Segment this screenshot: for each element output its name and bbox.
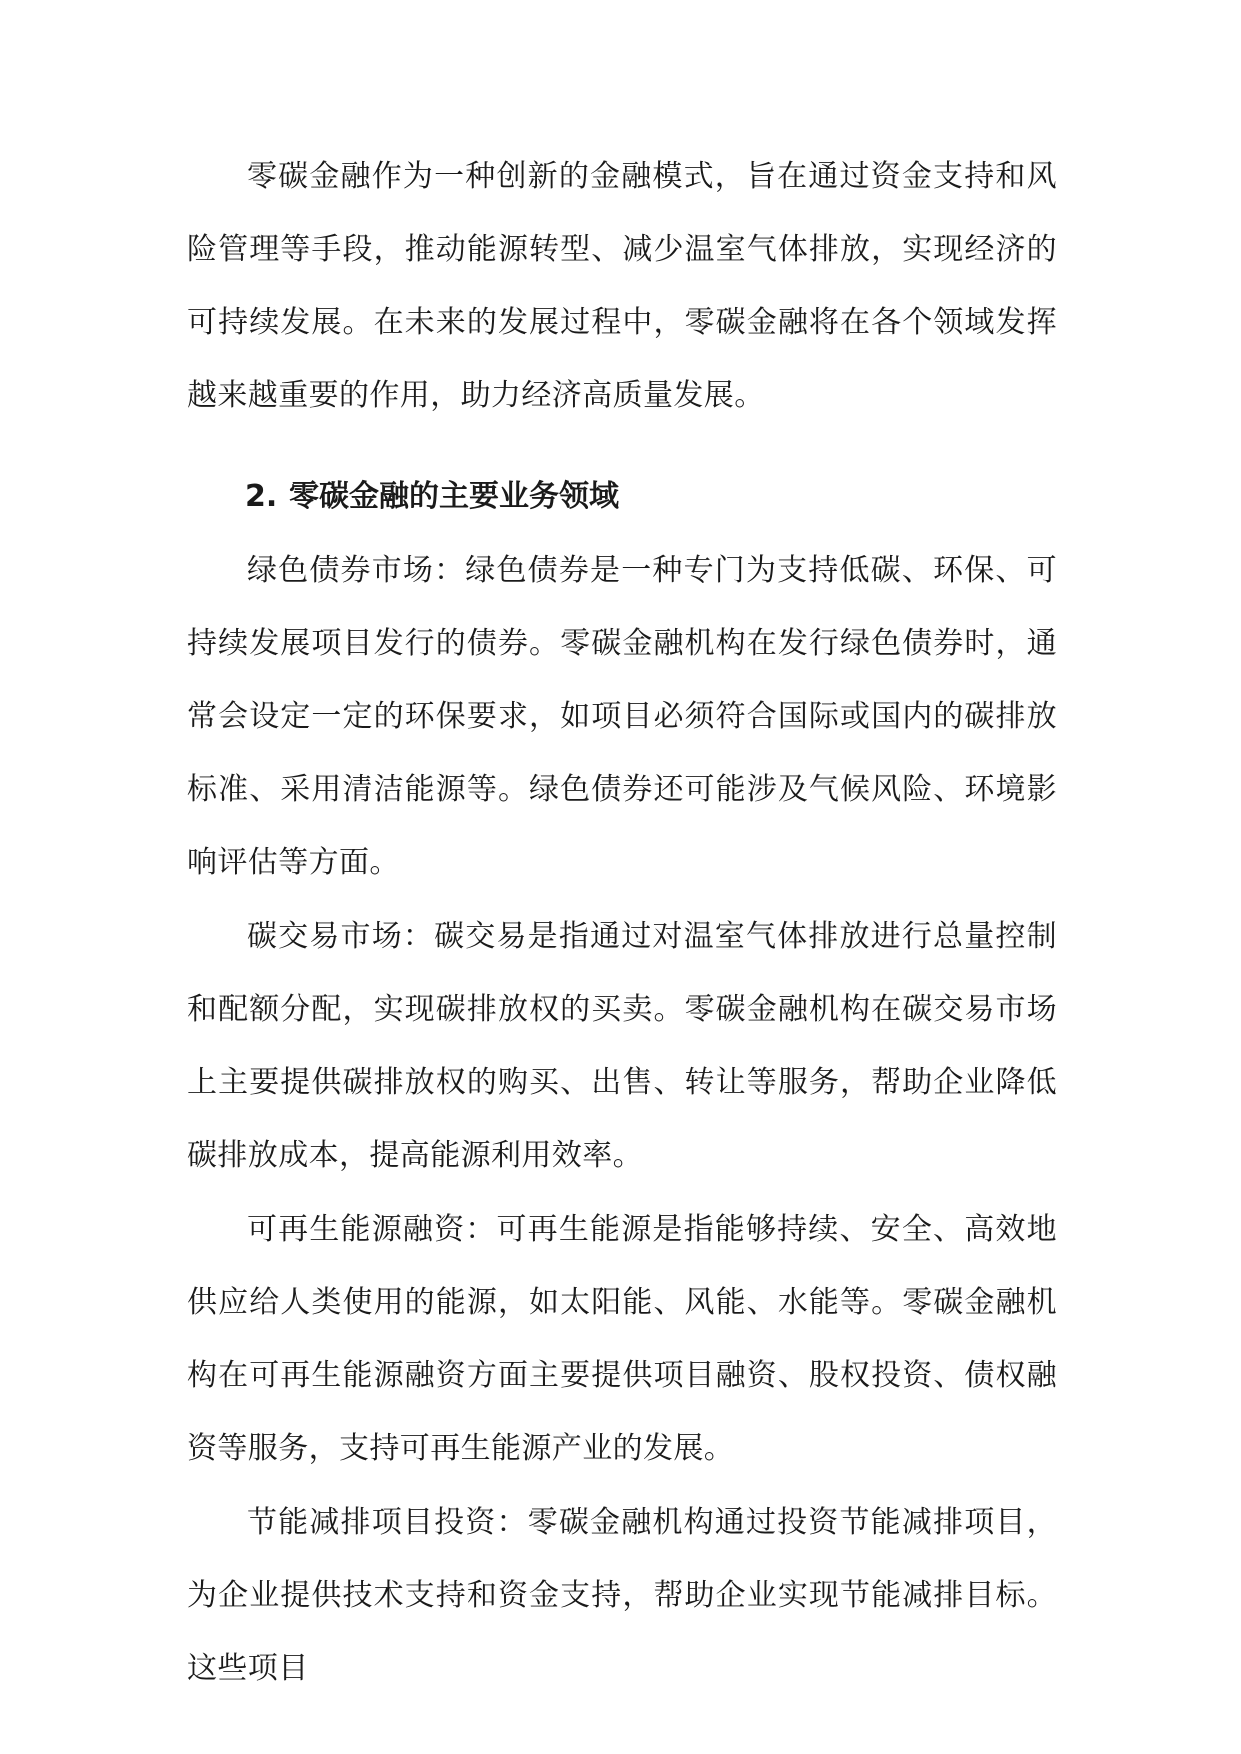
section-heading bbox=[187, 460, 1057, 533]
paragraph-carbon-trading: 碳交易市场：碳交易是指通过对温室气体排放进行总量控制和配额分配，实现碳排放权的买卖。零碳金融机构在碳交易市场上主要提供碳排放权的购买、出售、转让等服务，帮助企业降低碳排放成本，提高能源利用效率。 bbox=[187, 919, 1057, 1173]
section-number: 2. bbox=[245, 479, 278, 514]
section-title: 零碳金融的主要业务领域 bbox=[289, 479, 619, 514]
paragraph-green-bonds: 绿色债券市场：绿色债券是一种专门为支持低碳、环保、可持续发展项目发行的债券。零碳金融机构在发行绿色债券时，通常会设定一定的环保要求，如项目必须符合国际或国内的碳排放标准、采用清洁能源等。绿色债券还可能涉及气候风险、环境影响评估等方面。 bbox=[187, 553, 1057, 880]
intro-paragraph: 零碳金融作为一种创新的金融模式，旨在通过资金支持和风险管理等手段，推动能源转型、减少温室气体排放，实现经济的可持续发展。在未来的发展过程中，零碳金融将在各个领域发挥越来越重要的作用，助力经济高质量发展。 bbox=[187, 159, 1057, 413]
document-page bbox=[187, 140, 1057, 1705]
paragraph-energy-saving-investment: 节能减排项目投资：零碳金融机构通过投资节能减排项目，为企业提供技术支持和资金支持，帮助企业实现节能减排目标。这些项目 bbox=[187, 1505, 1057, 1686]
paragraph-renewable-financing: 可再生能源融资：可再生能源是指能够持续、安全、高效地供应给人类使用的能源，如太阳能、风能、水能等。零碳金融机构在可再生能源融资方面主要提供项目融资、股权投资、债权融资等服务，支持可再生能源产业的发展。 bbox=[187, 1212, 1057, 1466]
